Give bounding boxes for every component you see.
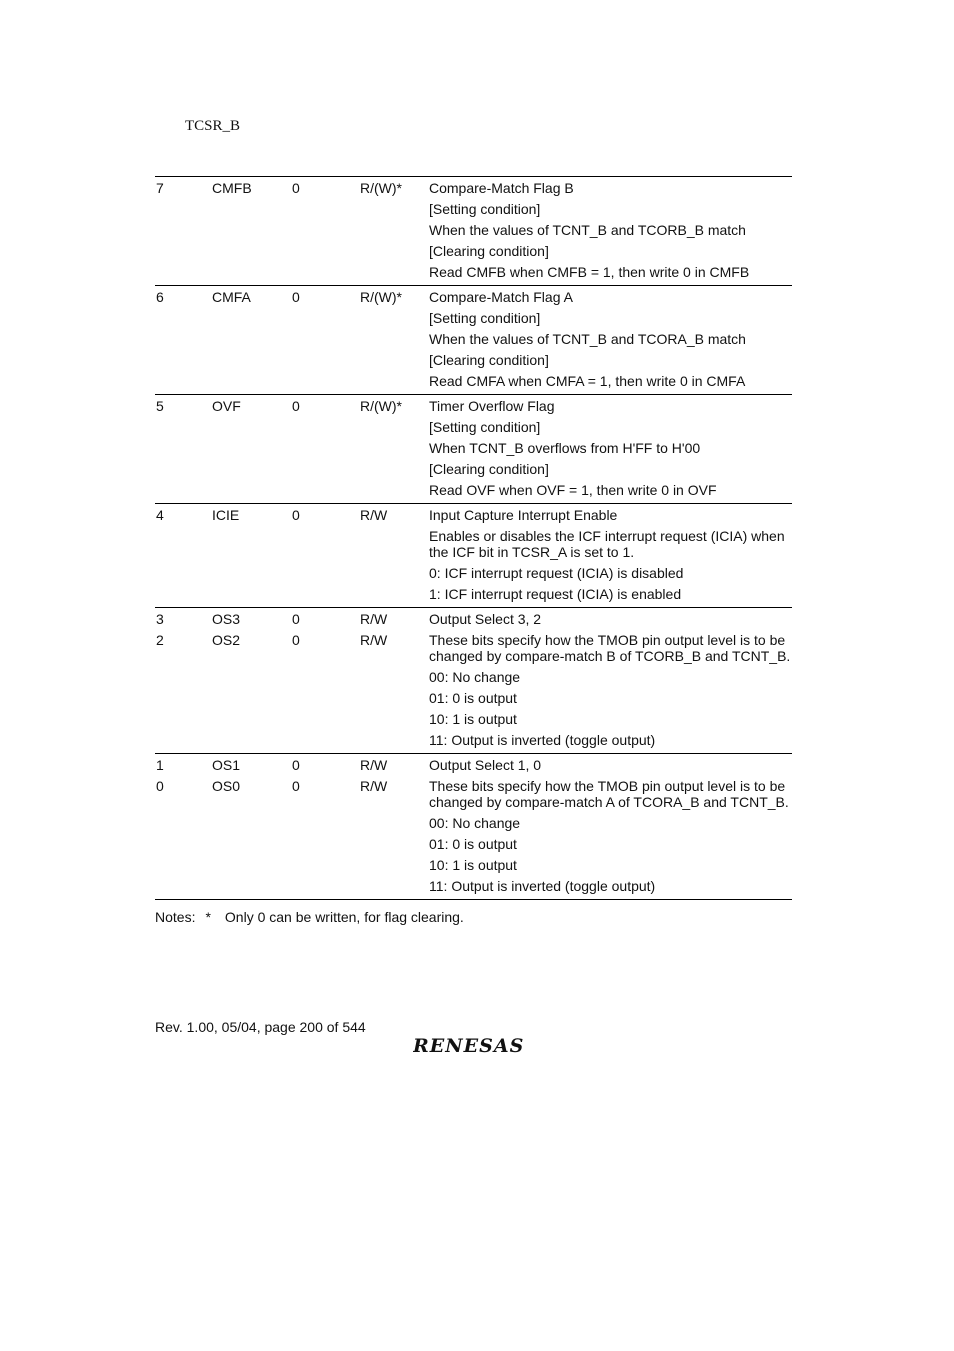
bit-row: [155, 179, 429, 200]
bit-number: 5: [156, 398, 164, 414]
bit-group: [155, 753, 792, 899]
bit-name: OS0: [212, 778, 241, 794]
bit-name: OS2: [212, 632, 241, 648]
read-write: R/W: [360, 507, 388, 523]
bit-number: 1: [156, 757, 164, 773]
description-line: Output Select 3, 2: [429, 611, 542, 627]
read-write: R/W: [360, 778, 388, 794]
description-line: 1: ICF interrupt request (ICIA) is enabled: [429, 586, 682, 602]
description-line: 00: No change: [429, 669, 521, 685]
description-line: Output Select 1, 0: [429, 757, 542, 773]
bit-name: ICIE: [212, 507, 240, 523]
initial-value: 0: [292, 632, 300, 648]
description-line: These bits specify how the TMOB pin output level is to be changed by compare-match A of TCORA_B and TCNT_B.: [429, 778, 789, 810]
initial-value: 0: [292, 611, 300, 627]
description-line: [Clearing condition]: [429, 461, 549, 477]
bit-number: 4: [156, 507, 164, 523]
description-line: 0: ICF interrupt request (ICIA) is disabled: [429, 565, 684, 581]
notes-text: Only 0 can be written, for flag clearing.: [224, 909, 464, 925]
read-write: R/W: [360, 757, 388, 773]
description-line: Read OVF when OVF = 1, then write 0 in OVF: [429, 482, 717, 498]
description-line: These bits specify how the TMOB pin output level is to be changed by compare-match B of TCORB_B and TCNT_B.: [429, 632, 791, 664]
description-line: Read CMFA when CMFA = 1, then write 0 in CMFA: [429, 373, 746, 389]
bit-description: [429, 397, 792, 502]
register-title: TCSR_B: [185, 118, 241, 134]
description-line: Input Capture Interrupt Enable: [429, 507, 618, 523]
bit-group: [155, 285, 792, 394]
bit-row: [155, 631, 429, 652]
logo-wordmark: RENESAS: [413, 1036, 525, 1056]
bit-name: OVF: [212, 398, 241, 414]
initial-value: 0: [292, 507, 300, 523]
bit-name: CMFA: [212, 289, 251, 305]
bit-number: 7: [156, 180, 164, 196]
read-write: R/W: [360, 632, 388, 648]
bit-description-table: [155, 176, 792, 900]
notes-mark: *: [205, 909, 211, 925]
description-line: 00: No change: [429, 815, 521, 831]
description-line: Compare-Match Flag B: [429, 180, 574, 196]
bit-description: [429, 179, 792, 284]
description-line: 10: 1 is output: [429, 711, 517, 727]
bit-description: [429, 610, 792, 752]
description-line: 11: Output is inverted (toggle output): [429, 732, 656, 748]
page-footer: Rev. 1.00, 05/04, page 200 of 544: [155, 1019, 366, 1035]
description-line: Read CMFB when CMFB = 1, then write 0 in CMFB: [429, 264, 750, 280]
read-write: R/(W)*: [360, 398, 402, 414]
initial-value: 0: [292, 757, 300, 773]
bit-group: [155, 394, 792, 503]
initial-value: 0: [292, 778, 300, 794]
bit-row: [155, 397, 429, 418]
bit-group: [155, 503, 792, 607]
bit-description: [429, 288, 792, 393]
read-write: R/(W)*: [360, 180, 402, 196]
bit-number: 0: [156, 778, 164, 794]
bit-group: [155, 607, 792, 753]
read-write: R/(W)*: [360, 289, 402, 305]
renesas-logo-graphic: [413, 1036, 535, 1056]
bit-name: CMFB: [212, 180, 252, 196]
initial-value: 0: [292, 289, 300, 305]
bit-group: [155, 177, 792, 285]
description-line: 10: 1 is output: [429, 857, 517, 873]
description-line: [Clearing condition]: [429, 352, 549, 368]
description-line: When TCNT_B overflows from H'FF to H'00: [429, 440, 701, 456]
bit-row: [155, 756, 429, 777]
bit-number: 2: [156, 632, 164, 648]
description-line: Timer Overflow Flag: [429, 398, 555, 414]
bit-row: [155, 777, 429, 798]
bit-number: 3: [156, 611, 164, 627]
bit-row: [155, 506, 429, 527]
read-write: R/W: [360, 611, 388, 627]
description-line: When the values of TCNT_B and TCORA_B match: [429, 331, 746, 347]
bit-row: [155, 288, 429, 309]
notes-label: Notes:: [155, 909, 196, 925]
table-notes: [155, 909, 464, 925]
bit-row: [155, 610, 429, 631]
description-line: [Setting condition]: [429, 201, 541, 217]
bit-name: OS1: [212, 757, 241, 773]
renesas-logo: [413, 1036, 535, 1061]
description-line: 01: 0 is output: [429, 690, 517, 706]
initial-value: 0: [292, 398, 300, 414]
description-line: [Setting condition]: [429, 310, 541, 326]
bit-number: 6: [156, 289, 164, 305]
description-line: Enables or disables the ICF interrupt request (ICIA) when the ICF bit in TCSR_A is set to 1.: [429, 528, 785, 560]
description-line: 11: Output is inverted (toggle output): [429, 878, 656, 894]
bit-description: [429, 756, 792, 898]
description-line: [Clearing condition]: [429, 243, 549, 259]
description-line: 01: 0 is output: [429, 836, 517, 852]
description-line: When the values of TCNT_B and TCORB_B match: [429, 222, 746, 238]
description-line: [Setting condition]: [429, 419, 541, 435]
bit-name: OS3: [212, 611, 241, 627]
bit-description: [429, 506, 792, 606]
initial-value: 0: [292, 180, 300, 196]
description-line: Compare-Match Flag A: [429, 289, 573, 305]
